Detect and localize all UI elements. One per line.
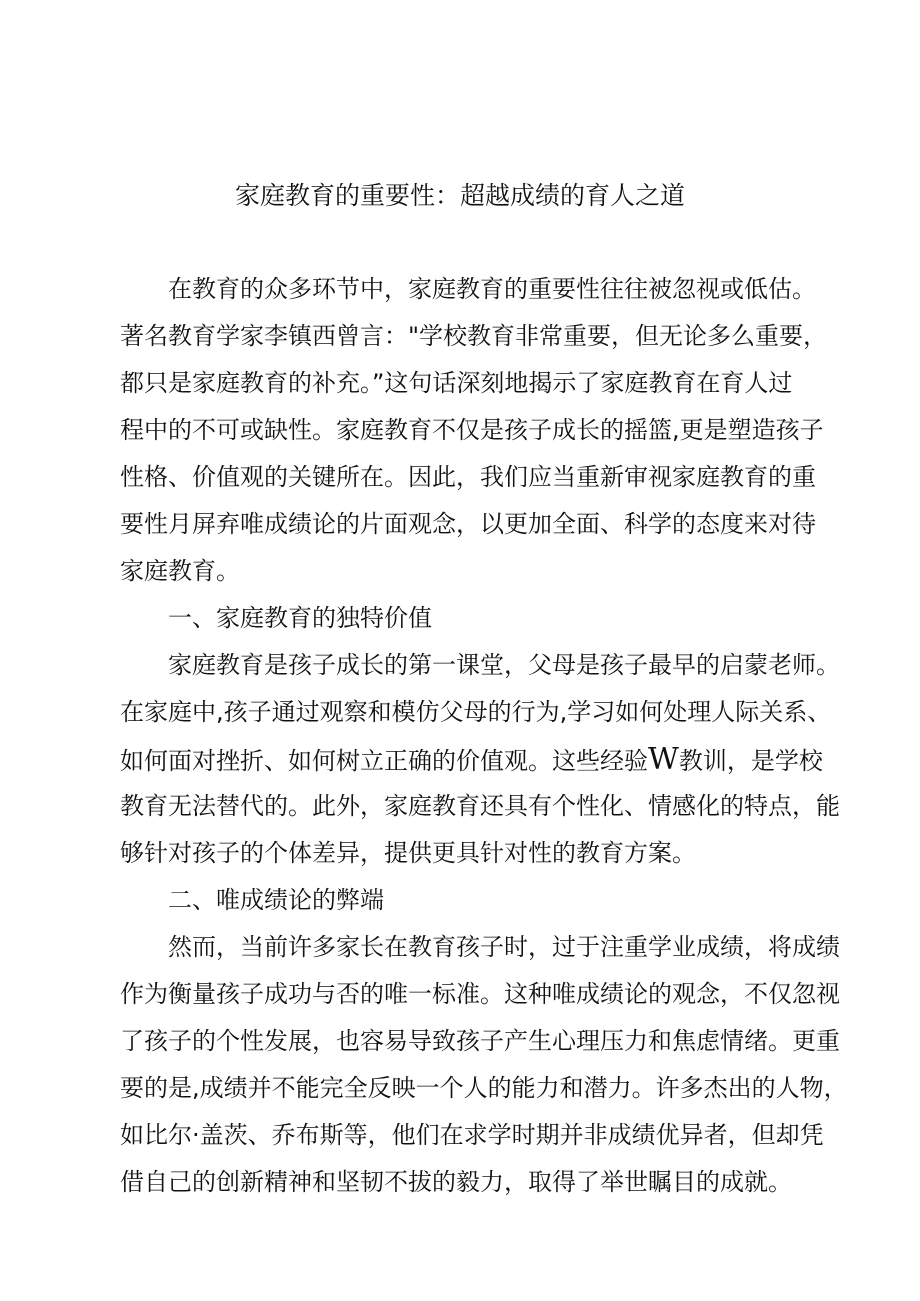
section-heading: 一、家庭教育的独特价值 [168, 604, 432, 632]
paragraph-line: 都只是家庭教育的补充。”这句话深刻地揭示了家庭教育在育人过 [120, 369, 793, 397]
document-title: 家庭教育的重要性：超越成绩的育人之道 [234, 181, 685, 210]
ocr-glyph: W [648, 742, 679, 777]
paragraph-line-mixed [120, 736, 823, 783]
paragraph-line: 够针对孩子的个体差异，提供更具针对性的教育方案。 [120, 839, 696, 867]
paragraph-line: 作为衡量孩子成功与否的唯一标准。这种唯成绩论的观念，不仅忽视 [120, 980, 840, 1008]
document-body [120, 266, 848, 1206]
paragraph-line: 著名教育学家李镇西曾言："学校教育非常重要，但无论多么重要， [120, 322, 828, 350]
paragraph-line: 然而，当前许多家长在教育孩子时，过于注重学业成绩，将成绩 [168, 933, 840, 961]
paragraph-line: 性格、价值观的关键所在。因此，我们应当重新审视家庭教育的重 [120, 463, 816, 491]
paragraph-line: 要性月屏弃唯成绩论的片面观念，以更加全面、科学的态度来对待 [120, 510, 816, 538]
paragraph-line: 程中的不可或缺性。家庭教育不仅是孩子成长的摇篮,更是塑造孩子 [120, 416, 824, 444]
paragraph-line: 家庭教育是孩子成长的第一课堂，父母是孩子最早的启蒙老师。 [168, 651, 840, 679]
paragraph-line: 借自己的创新精神和坚韧不拔的毅力，取得了举世瞩目的成就。 [120, 1168, 792, 1196]
text-segment: 如何面对挫折、如何树立正确的价值观。这些经验 [120, 747, 648, 775]
paragraph-line: 了孩子的个性发展，也容易导致孩子产生心理压力和焦虑情绪。更重 [120, 1027, 840, 1055]
paragraph-line: 教育无法替代的。此外，家庭教育还具有个性化、情感化的特点，能 [120, 792, 840, 820]
section-heading: 二、唯成绩论的弊端 [168, 886, 384, 914]
paragraph-line: 在教育的众多环节中，家庭教育的重要性往往被忽视或低估。 [168, 275, 816, 303]
paragraph-line: 家庭教育。 [120, 557, 240, 585]
paragraph-line: 在家庭中,孩子通过观察和模仿父母的行为,学习如何处理人际关系、 [120, 698, 832, 726]
text-segment: 教训，是学校 [678, 747, 823, 775]
paragraph-line: 如比尔·盖茨、乔布斯等，他们在求学时期并非成绩优异者，但却凭 [120, 1121, 824, 1149]
paragraph-line: 要的是,成绩并不能完全反映一个人的能力和潜力。许多杰出的人物， [120, 1074, 848, 1102]
